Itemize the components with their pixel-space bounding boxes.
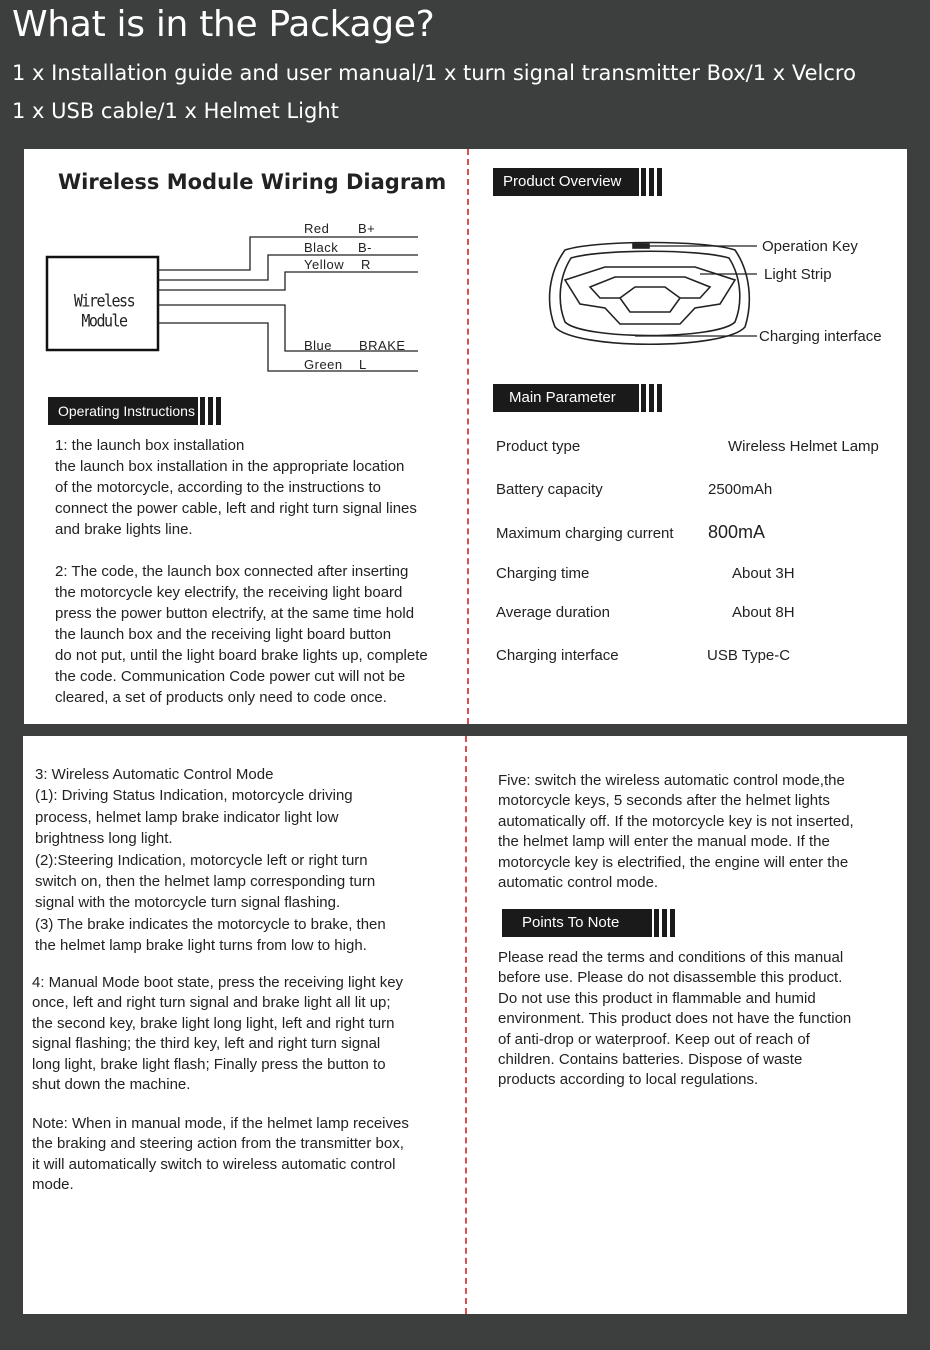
wire-signal-brake: BRAKE xyxy=(359,338,406,353)
points-to-note-label xyxy=(502,909,652,937)
operating-instructions-label xyxy=(48,397,198,425)
wire-color-black: Black xyxy=(304,240,339,255)
product-overview-text: Product Overview xyxy=(503,173,622,190)
package-contents-line-1: 1 x Installation guide and user manual/1 x turn signal transmitter Box/1 x Velcro xyxy=(12,61,856,85)
param-name-battery: Battery capacity xyxy=(496,481,603,498)
wire-color-blue: Blue xyxy=(304,338,333,353)
param-value-average-duration: About 8H xyxy=(732,604,795,621)
wire-signal-l: L xyxy=(359,357,367,372)
lower-divider xyxy=(465,736,467,1314)
param-name-average-duration: Average duration xyxy=(496,604,610,621)
lamp-detail xyxy=(620,287,680,298)
instruction-3: 3: Wireless Automatic Control Mode (1): Driving Status Indication, motorcycle driving process, helmet lamp brake indicator light low brightness long light. (2):Steering Indication, motorcycle left or right turn switch on, then the helmet lamp corresponding turn signal with the motorcycle turn signal flashing. (3) The brake indicates the motorcycle to brake, then the helmet lamp brake light turns from low to high. xyxy=(35,766,386,955)
param-name-charging-time: Charging time xyxy=(496,565,590,582)
module-label: Wireless Module xyxy=(73,291,135,331)
wire-color-green: Green xyxy=(304,357,343,372)
param-value-charging-interface: USB Type-C xyxy=(707,647,791,664)
wire-signal-b-plus: B+ xyxy=(358,221,376,236)
wire-signal-b-minus: B- xyxy=(358,240,372,255)
label-stripes xyxy=(200,397,228,425)
wire-color-red: Red xyxy=(304,221,330,236)
product-overview-label xyxy=(493,168,639,196)
points-to-note-body: Please read the terms and conditions of this manual before use. Please do not disassemble this product. Do not use this product in flammable and humid environment. This product does not have the function of anti-drop or waterproof. Keep out of reach of children. Contains batteries. Dispose of waste products according to local regulations. xyxy=(498,949,852,1089)
wire-signal-r: R xyxy=(361,257,371,272)
lamp-light-strip xyxy=(565,267,735,324)
lamp-inner-lens xyxy=(590,277,710,312)
param-name-charging-current: Maximum charging current xyxy=(496,525,674,542)
param-name-charging-interface: Charging interface xyxy=(496,647,619,664)
instruction-2: 2: The code, the launch box connected after inserting the motorcycle key electrify, the receiving light board press the power button electrify, at the same time hold the launch box and the receiving light board button do not put, until the light board brake lights up, complete the code. Communication Code power cut will not be cleared, a set of products only need to code once. xyxy=(55,563,428,706)
operating-instructions-text: Operating Instructions xyxy=(58,403,195,419)
wire-color-yellow: Yellow xyxy=(304,257,345,272)
param-value-charging-current: 800mA xyxy=(708,522,766,542)
label-stripes xyxy=(641,384,669,412)
callout-charging-interface: Charging interface xyxy=(759,328,882,345)
upper-divider xyxy=(467,149,469,724)
callout-operation-key: Operation Key xyxy=(762,238,858,255)
instruction-5: Five: switch the wireless automatic control mode,the motorcycle keys, 5 seconds after the helmet lights automatically off. If the motorcycle key is not inserted, the helmet lamp will enter the manual mode. If the motorcycle key is electrified, the engine will enter the automatic control mode. xyxy=(498,772,854,892)
helmet-lamp-illustration xyxy=(535,232,765,362)
param-value-product-type: Wireless Helmet Lamp xyxy=(728,438,879,455)
points-to-note-text: Points To Note xyxy=(522,914,620,931)
package-contents-line-2: 1 x USB cable/1 x Helmet Light xyxy=(12,99,339,123)
operation-key-mark xyxy=(633,244,649,248)
param-name-product-type: Product type xyxy=(496,438,581,455)
param-value-charging-time: About 3H xyxy=(732,565,795,582)
wiring-diagram-title: Wireless Module Wiring Diagram xyxy=(58,170,447,194)
lamp-inner-rim xyxy=(560,251,740,335)
label-stripes xyxy=(654,909,682,937)
manual-mode-note: Note: When in manual mode, if the helmet lamp receives the braking and steering action from the transmitter box, it will automatically switch to wireless automatic control mode. xyxy=(32,1115,409,1194)
param-value-battery: 2500mAh xyxy=(708,481,773,498)
label-stripes xyxy=(641,168,669,196)
instruction-4: 4: Manual Mode boot state, press the receiving light key once, left and right turn signal and brake light all lit up; the second key, brake light long light, left and right turn signal flashing; the third key, left and right turn signal long light, brake light flash; Finally press the button to shut down the machine. xyxy=(32,974,404,1094)
instruction-1: 1: the launch box installation the launch box installation in the appropriate location of the motorcycle, according to the instructions to connect the power cable, left and right turn signal lines and brake lights line. xyxy=(55,437,417,538)
main-parameter-label xyxy=(493,384,639,412)
callout-light-strip: Light Strip xyxy=(764,266,832,283)
page-title: What is in the Package? xyxy=(12,4,435,45)
main-parameter-text: Main Parameter xyxy=(509,389,616,406)
